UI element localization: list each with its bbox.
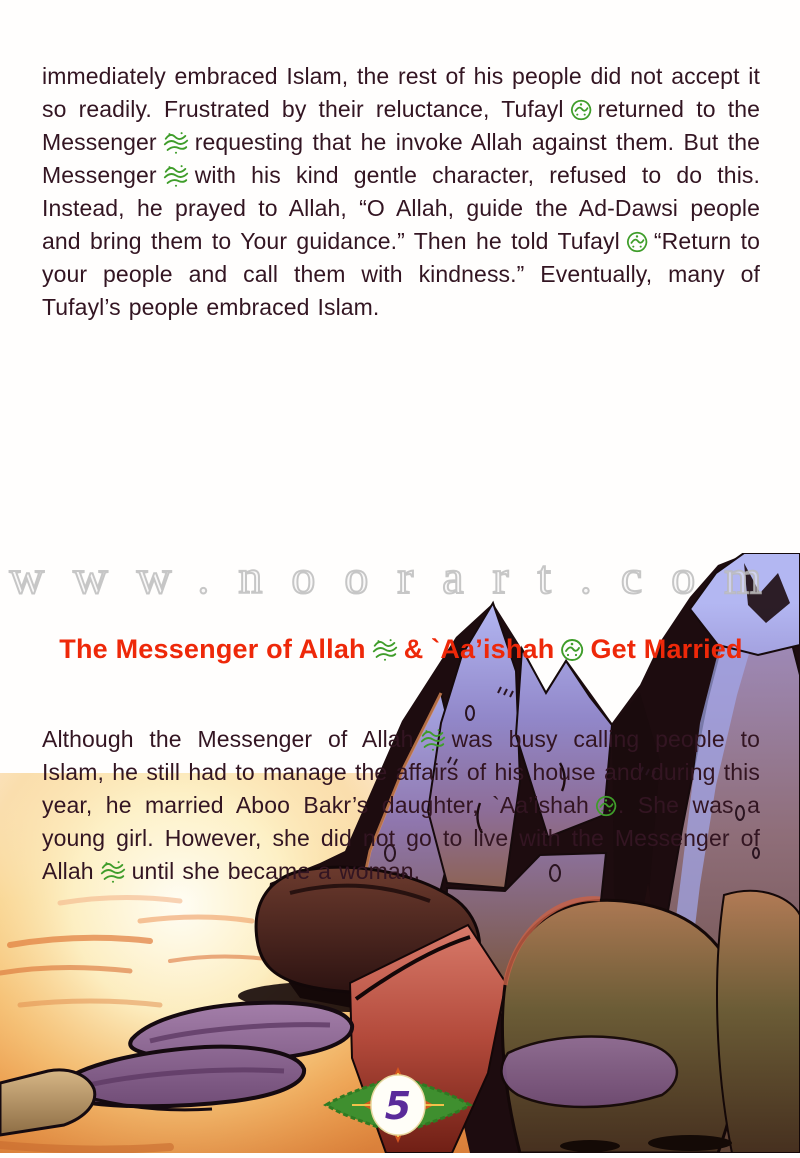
paragraph-1-text: returned to the Messenger [42, 96, 760, 155]
paragraph-1-text: with his kind gentle character, refused to do this. Instead, he prayed to Allah, “O Allah, guide the Ad-Dawsi people and bring them to Your guidance.” Then he told Tufayl [42, 162, 760, 254]
saw-calligraphy-icon [371, 636, 399, 663]
paragraph-2-text: Although the Messenger of Allah [42, 726, 414, 752]
ra-calligraphy-icon [625, 230, 649, 254]
paragraph-2-text: until she became a woman. [131, 858, 421, 884]
section-heading-text: & `Aa’ishah [403, 634, 555, 664]
saw-calligraphy-icon [419, 727, 447, 752]
paragraph-1-text: immediately embraced Islam, the rest of his people did not accept it so readily. Frustrated by their reluctance, Tufayl [42, 63, 760, 122]
section-heading-text: Get Married [590, 634, 743, 664]
paragraph-1-text: “Return to your people and call them with kindness.” Eventually, many of Tufayl’s people embraced Islam. [42, 228, 760, 320]
paragraph-1-text: requesting that he invoke Allah against them. But the Messenger [42, 129, 760, 188]
ra-calligraphy-icon [559, 637, 585, 663]
paragraph-2-text: was busy calling people to Islam, he still had to manage the affairs of his house and during this year, he married Aboo Bakr’s daughter, `Aa’ishah [42, 726, 760, 818]
purple-boulder-face [501, 1037, 677, 1107]
paragraph-1 [42, 60, 760, 324]
page-number: 5 [384, 1084, 412, 1128]
saw-calligraphy-icon [162, 163, 190, 188]
watermark: www.noorart.com [9, 551, 791, 604]
large-boulder [502, 900, 742, 1153]
saw-calligraphy-icon [162, 130, 190, 155]
section-heading [42, 634, 760, 665]
right-boulder [717, 891, 800, 1153]
ra-calligraphy-icon [569, 98, 593, 122]
paragraph-2-text: . She was a young girl. However, she did not go to live with the Messenger of Allah [42, 792, 760, 884]
paragraph-2 [42, 723, 760, 888]
ra-calligraphy-icon [594, 794, 618, 818]
saw-calligraphy-icon [99, 859, 127, 884]
section-heading-text: The Messenger of Allah [59, 634, 366, 664]
